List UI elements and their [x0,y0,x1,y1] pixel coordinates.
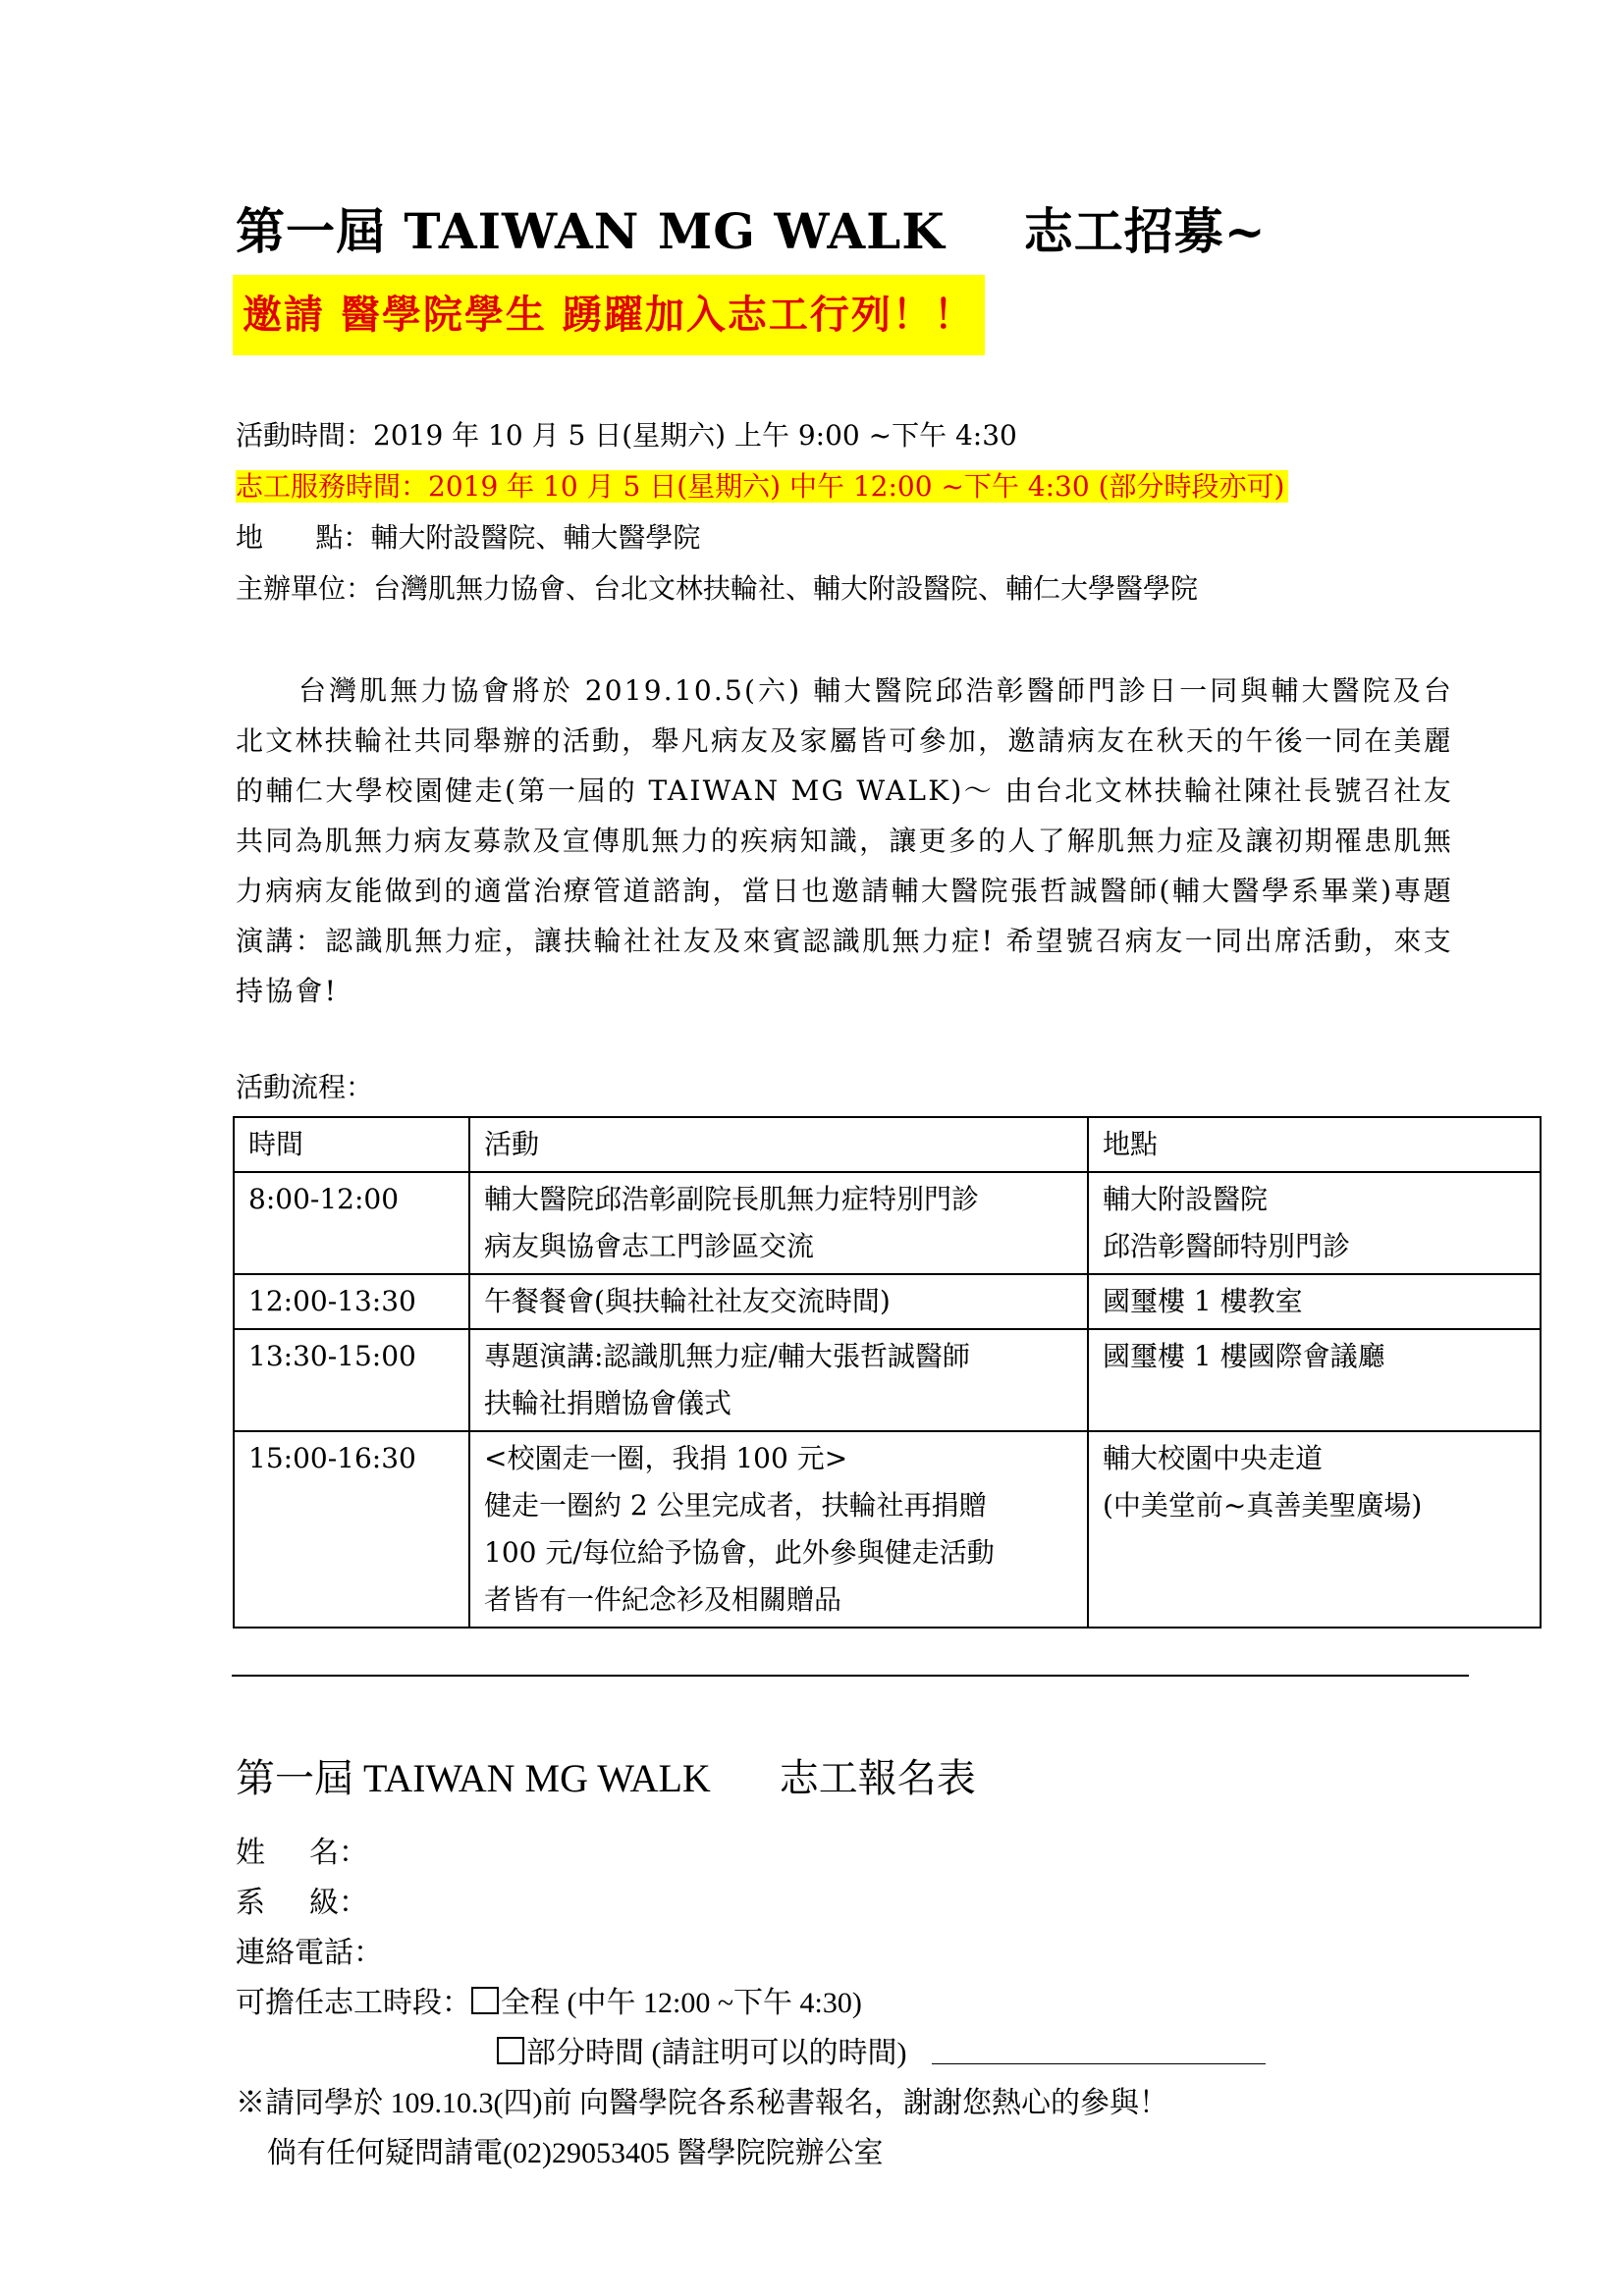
schedule-table [233,1116,1542,1629]
row-time: 15:00-16:30 [234,1431,469,1628]
place-line: 邱浩彰醫師特別門診 [1103,1230,1351,1262]
activity-line: 扶輪社捐贈協會儀式 [484,1387,732,1419]
row-activity [469,1172,1088,1274]
phone-field-label: 連絡電話： [236,1937,383,1969]
activity-line: 者皆有一件紀念衫及相關贈品 [484,1583,842,1616]
page-title [236,192,1267,263]
registration-note: ※請同學於 109.10.3(四)前 向醫學院各系秘書報名，謝謝您熱心的參與！ [236,2087,1168,2119]
table-row [234,1172,1541,1274]
place-line: 輔大附設醫院 [1103,1183,1269,1215]
activity-line: 午餐餐會(與扶輪社社友交流時間) [484,1285,891,1317]
row-place [1088,1274,1541,1329]
header-time: 時間 [234,1117,469,1172]
row-activity [469,1274,1088,1329]
location: 地 點：輔大附設醫院、輔大醫學院 [236,521,701,554]
activity-time: 活動時間：2019 年 10 月 5 日(星期六) 上午 9:00 ~下午 4:30 [236,419,1017,452]
row-place [1088,1431,1541,1628]
volunteer-time [236,465,1288,508]
activity-line: <校園走一圈，我捐 100 元> [484,1442,848,1474]
form-title [236,1747,976,1803]
row-place [1088,1172,1541,1274]
partial-time-label: 部分時間 (請註明可以的時間) [526,2037,907,2069]
activity-line: 病友與協會志工門診區交流 [484,1230,815,1262]
organizers: 主辦單位：台灣肌無力協會、台北文林扶輪社、輔大附設醫院、輔仁大學醫學院 [236,572,1199,605]
volunteer-time-highlight: 志工服務時間：2019 年 10 月 5 日(星期六) 中午 12:00 ~下午 4:30 (部分時段亦可) [236,470,1288,503]
dept-field-label: 系 級： [236,1887,368,1919]
title-event-name: 第一屆 TAIWAN MG WALK [236,202,946,260]
place-line: 國璽樓 1 樓教室 [1103,1285,1303,1317]
activity-line: 100 元/每位給予協會，此外參與健走活動 [484,1536,995,1569]
place-line: 輔大校園中央走道 [1103,1442,1324,1474]
activity-line: 健走一圈約 2 公里完成者，扶輪社再捐贈 [484,1489,987,1522]
full-time-label: 全程 (中午 12:00 ~下午 4:30) [501,1987,862,2019]
slot-label: 可擔任志工時段： [236,1987,471,2019]
contact-info: 倘有任何疑問請電(02)29053405 醫學院院辦公室 [267,2137,884,2169]
form-title-label: 志工報名表 [779,1756,976,1800]
place-line: (中美堂前~真善美聖廣場) [1103,1489,1423,1522]
place-line: 國璽樓 1 樓國際會議廳 [1103,1340,1385,1372]
table-header-row [234,1117,1541,1172]
table-row [234,1329,1541,1431]
slot-row [236,1978,862,2021]
form-title-event: 第一屆 TAIWAN MG WALK [236,1756,711,1800]
table-row [234,1431,1541,1628]
invitation-banner: 邀請 醫學院學生 踴躍加入志工行列！！ [233,275,985,355]
header-activity: 活動 [469,1117,1088,1172]
full-time-checkbox[interactable] [471,1987,499,2014]
schedule-label: 活動流程： [236,1071,374,1103]
activity-line: 專題演講:認識肌無力症/輔大張哲誠醫師 [484,1340,970,1372]
table-row [234,1274,1541,1329]
row-time: 12:00-13:30 [234,1274,469,1329]
section-divider [232,1675,1469,1677]
partial-time-checkbox[interactable] [497,2037,524,2064]
header-place: 地點 [1088,1117,1541,1172]
row-time: 13:30-15:00 [234,1329,469,1431]
title-recruit: 志工招募~ [1023,202,1267,260]
activity-line: 輔大醫院邱浩彰副院長肌無力症特別門診 [484,1183,980,1215]
row-place [1088,1329,1541,1431]
partial-row [497,2028,1266,2071]
description-paragraph: 台灣肌無力協會將於 2019.10.5(六) 輔大醫院邱浩彰醫師門診日一同與輔大醫院及台北文林扶輪社共同舉辦的活動，舉凡病友及家屬皆可參加，邀請病友在秋天的午後一同在美麗的輔仁大學校園健走(第一屆的 TAIWAN MG WALK)～ 由台北文林扶輪社陳社長號召社友共同為肌無力病友募款及宣傳肌無力的疾病知識，讓更多的人了解肌無力症及讓初期罹患肌無力病病友能做到的適當治療管道諮詢，當日也邀請輔大醫院張哲誠醫師(輔大醫學系畢業)專題演講：認識肌無力症，讓扶輪社社友及來賓認識肌無力症! 希望號召病友一同出席活動，來支持協會! [236,674,1453,1007]
partial-time-blank[interactable] [932,2038,1266,2064]
row-time: 8:00-12:00 [234,1172,469,1274]
name-field-label: 姓 名： [236,1837,368,1869]
row-activity [469,1329,1088,1431]
row-activity [469,1431,1088,1628]
